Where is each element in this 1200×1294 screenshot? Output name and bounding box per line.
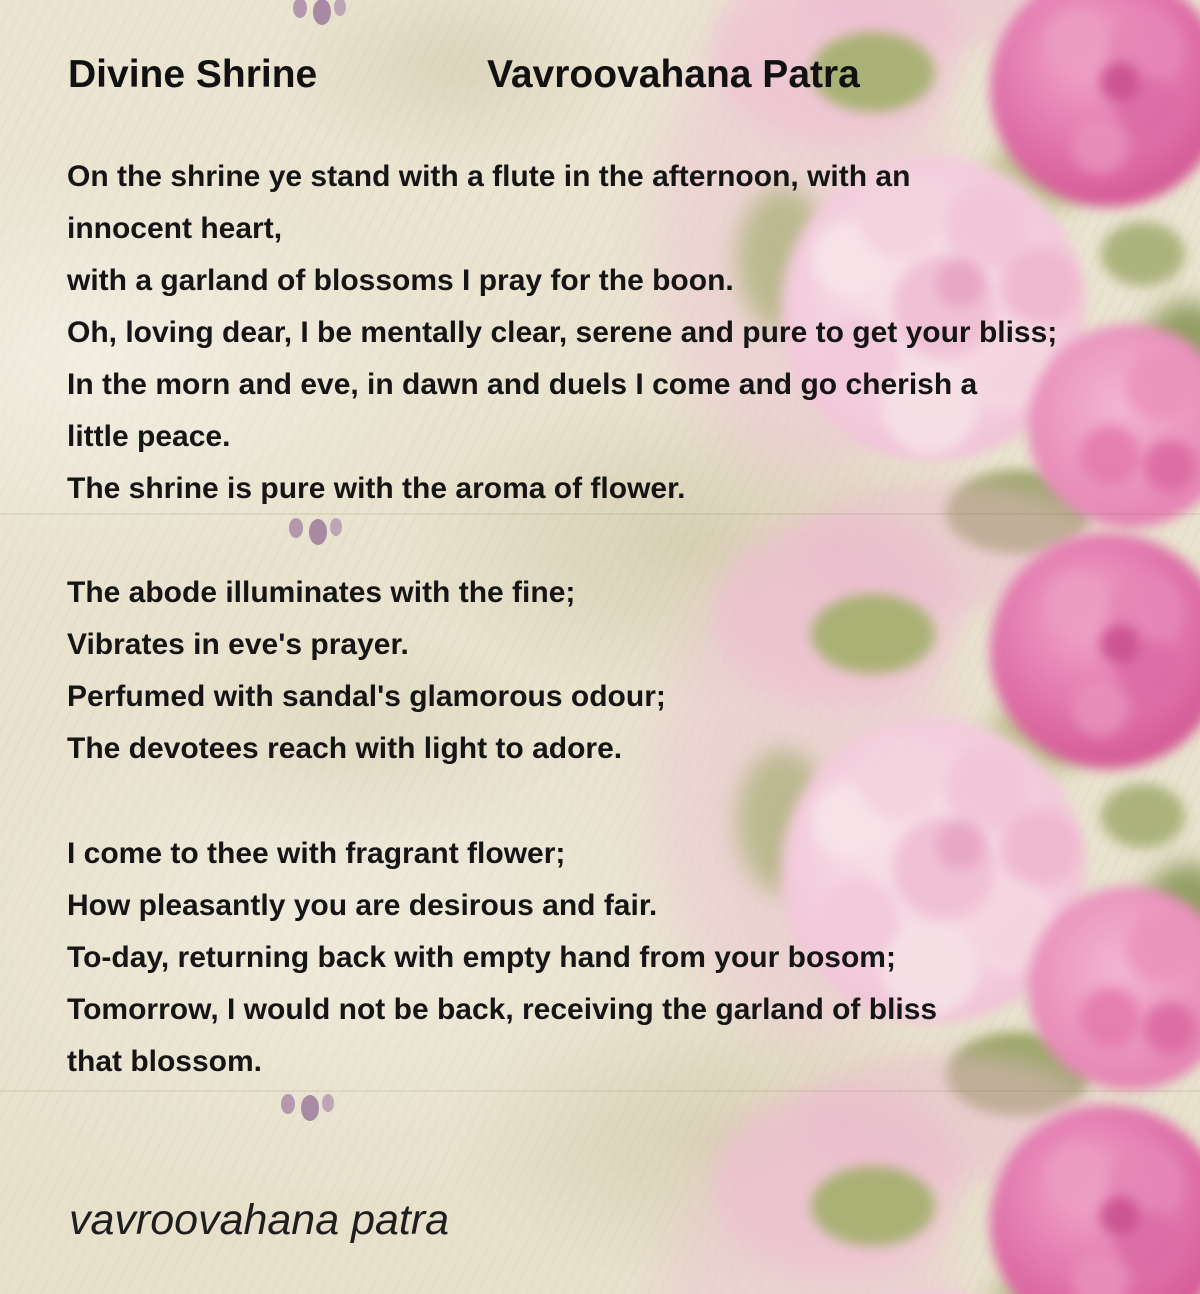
stanza-2: [67, 567, 666, 775]
stanza-1: [67, 151, 1057, 515]
poem-line: In the morn and eve, in dawn and duels I come and go cherish a: [67, 368, 978, 401]
poem-line: How pleasantly you are desirous and fair.: [67, 889, 658, 922]
poem-line: Vibrates in eve's prayer.: [67, 628, 409, 661]
poem-line: with a garland of blossoms I pray for the boon.: [67, 264, 734, 297]
stanza-3: [67, 828, 937, 1088]
poem-line: Tomorrow, I would not be back, receiving the garland of bliss: [67, 993, 938, 1026]
poem-line: Perfumed with sandal's glamorous odour;: [67, 680, 666, 713]
page-header: [68, 54, 860, 97]
poem-line: little peace.: [67, 420, 231, 453]
poem-line: that blossom.: [67, 1045, 263, 1078]
poem-line: I come to thee with fragrant flower;: [67, 837, 566, 870]
poem-line: On the shrine ye stand with a flute in the afternoon, with an: [67, 160, 911, 193]
poem-line: The devotees reach with light to adore.: [67, 732, 623, 765]
poem-line: innocent heart,: [67, 212, 283, 245]
poem-line: Oh, loving dear, I be mentally clear, serene and pure to get your bliss;: [67, 316, 1058, 349]
poem-author: Vavroovahana Patra: [487, 53, 860, 96]
poem-line: To-day, returning back with empty hand from your bosom;: [67, 941, 896, 974]
poem-line: The abode illuminates with the fine;: [67, 576, 576, 609]
author-signature: vavroovahana patra: [69, 1196, 450, 1244]
poem-title: Divine Shrine: [68, 53, 318, 96]
poem-line: The shrine is pure with the aroma of flower.: [67, 472, 686, 505]
